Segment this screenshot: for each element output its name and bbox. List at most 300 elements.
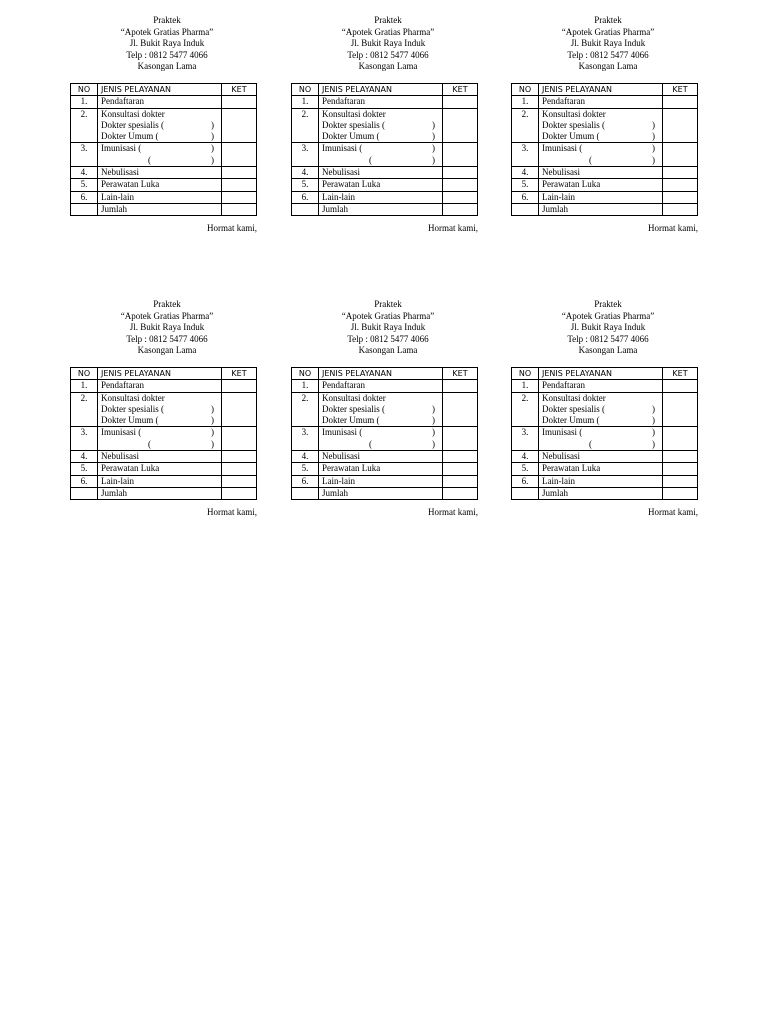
table-row <box>292 143 478 167</box>
immunization-label: Imunisasi ( <box>322 143 363 154</box>
row-service-label: Lain-lain <box>539 475 663 487</box>
header-address: Jl. Bukit Raya Induk <box>129 322 205 333</box>
table-row <box>292 108 478 143</box>
header-pharmacy-name: “Apotek Gratias Pharma” <box>120 26 214 37</box>
receipt-card <box>511 15 698 233</box>
close-paren: ) <box>432 415 435 426</box>
row-service-cell <box>539 392 663 427</box>
immunization-label: Imunisasi ( <box>322 427 363 438</box>
row-number: 2. <box>292 108 319 143</box>
row-ket-cell <box>222 487 257 499</box>
row-number: 2. <box>512 392 539 427</box>
col-no-header: NO <box>512 368 539 380</box>
header-praktek: Praktek <box>594 15 622 25</box>
row-number: 6. <box>512 475 539 487</box>
row-number <box>512 487 539 499</box>
row-service-label: Lain-lain <box>98 191 222 203</box>
row-service-label: Nebulisasi <box>539 167 663 179</box>
receipt-card <box>70 299 257 517</box>
close-paren: ) <box>432 143 435 154</box>
table-row <box>71 143 257 167</box>
specialist-doctor-label: Dokter spesialis ( <box>101 403 164 414</box>
immunization-label: Imunisasi ( <box>101 427 142 438</box>
header-phone: Telp : 0812 5477 4066 <box>347 49 429 60</box>
row-ket-cell <box>222 475 257 487</box>
row-number: 6. <box>292 475 319 487</box>
close-paren: ) <box>652 403 655 414</box>
table-row <box>71 392 257 427</box>
header-city: Kasongan Lama <box>137 345 197 356</box>
row-number: 4. <box>292 167 319 179</box>
row-number <box>71 487 98 499</box>
header-praktek: Praktek <box>374 299 402 309</box>
table-row <box>512 143 698 167</box>
row-ket-cell <box>443 143 478 167</box>
total-label: Jumlah <box>319 203 443 215</box>
header-address: Jl. Bukit Raya Induk <box>570 322 646 333</box>
header-address: Jl. Bukit Raya Induk <box>570 38 646 49</box>
row-service-label: Konsultasi dokter <box>101 392 165 403</box>
row-ket-cell <box>443 179 478 191</box>
row-number: 6. <box>292 191 319 203</box>
open-paren: ( <box>369 154 372 165</box>
row-service-label: Nebulisasi <box>319 451 443 463</box>
row-service-label: Perawatan Luka <box>319 179 443 191</box>
row-number: 4. <box>512 451 539 463</box>
row-service-cell <box>98 392 222 427</box>
table-row <box>292 179 478 191</box>
table-row <box>512 191 698 203</box>
row-number: 3. <box>71 143 98 167</box>
row-ket-cell <box>663 96 698 108</box>
row-service-cell <box>539 427 663 451</box>
header-phone: Telp : 0812 5477 4066 <box>126 49 208 60</box>
table-row <box>512 392 698 427</box>
general-doctor-label: Dokter Umum ( <box>542 131 600 142</box>
total-label: Jumlah <box>98 487 222 499</box>
row-ket-cell <box>663 451 698 463</box>
table-row <box>292 392 478 427</box>
row-ket-cell <box>443 392 478 427</box>
row-ket-cell <box>222 380 257 392</box>
row-service-cell <box>539 108 663 143</box>
row-service-cell <box>319 392 443 427</box>
row-ket-cell <box>443 463 478 475</box>
service-table <box>291 367 478 500</box>
table-row <box>71 96 257 108</box>
receipt-card <box>511 299 698 517</box>
row-ket-cell <box>663 203 698 215</box>
close-paren: ) <box>652 427 655 438</box>
row-ket-cell <box>663 191 698 203</box>
table-row <box>71 191 257 203</box>
service-table <box>70 83 257 216</box>
row-service-label: Nebulisasi <box>319 167 443 179</box>
row-service-label: Perawatan Luka <box>539 179 663 191</box>
signature-greeting: Hormat kami, <box>207 507 257 517</box>
row-number <box>71 203 98 215</box>
col-service-header: JENIS PELAYANAN <box>319 84 443 96</box>
header-city: Kasongan Lama <box>358 61 418 72</box>
specialist-doctor-label: Dokter spesialis ( <box>101 119 164 130</box>
row-service-label: Pendaftaran <box>319 380 443 392</box>
row-number: 1. <box>71 96 98 108</box>
col-service-header: JENIS PELAYANAN <box>98 84 222 96</box>
col-service-header: JENIS PELAYANAN <box>539 368 663 380</box>
table-row <box>512 463 698 475</box>
row-ket-cell <box>443 203 478 215</box>
col-ket-header: KET <box>663 368 698 380</box>
general-doctor-label: Dokter Umum ( <box>322 131 380 142</box>
clinic-header <box>519 299 697 357</box>
service-table <box>70 367 257 500</box>
row-service-cell <box>539 143 663 167</box>
total-label: Jumlah <box>539 487 663 499</box>
signature-greeting: Hormat kami, <box>428 223 478 233</box>
header-pharmacy-name: “Apotek Gratias Pharma” <box>341 310 435 321</box>
header-phone: Telp : 0812 5477 4066 <box>567 333 649 344</box>
row-service-label: Konsultasi dokter <box>322 392 386 403</box>
close-paren: ) <box>211 143 214 154</box>
immunization-label: Imunisasi ( <box>542 427 583 438</box>
row-ket-cell <box>222 427 257 451</box>
header-praktek: Praktek <box>594 299 622 309</box>
row-number: 5. <box>512 179 539 191</box>
close-paren: ) <box>652 143 655 154</box>
row-number <box>292 203 319 215</box>
row-number: 3. <box>292 427 319 451</box>
general-doctor-label: Dokter Umum ( <box>542 415 600 426</box>
col-ket-header: KET <box>222 84 257 96</box>
row-service-label: Perawatan Luka <box>319 463 443 475</box>
row-number: 1. <box>512 96 539 108</box>
col-no-header: NO <box>292 368 319 380</box>
row-number: 2. <box>71 392 98 427</box>
row-number: 6. <box>512 191 539 203</box>
close-paren: ) <box>652 131 655 142</box>
row-ket-cell <box>222 167 257 179</box>
close-paren: ) <box>432 427 435 438</box>
open-paren: ( <box>369 438 372 449</box>
table-row <box>71 427 257 451</box>
row-ket-cell <box>663 427 698 451</box>
table-row <box>71 380 257 392</box>
close-paren: ) <box>432 403 435 414</box>
table-row <box>71 203 257 215</box>
row-ket-cell <box>663 463 698 475</box>
row-number: 2. <box>71 108 98 143</box>
row-number <box>512 203 539 215</box>
table-row <box>71 179 257 191</box>
row-service-cell <box>98 108 222 143</box>
row-number: 4. <box>512 167 539 179</box>
header-pharmacy-name: “Apotek Gratias Pharma” <box>341 26 435 37</box>
row-ket-cell <box>663 487 698 499</box>
table-row <box>292 475 478 487</box>
close-paren: ) <box>432 119 435 130</box>
row-service-cell <box>98 143 222 167</box>
row-number: 3. <box>292 143 319 167</box>
immunization-label: Imunisasi ( <box>542 143 583 154</box>
table-row <box>71 167 257 179</box>
col-service-header: JENIS PELAYANAN <box>319 368 443 380</box>
general-doctor-label: Dokter Umum ( <box>322 415 380 426</box>
header-pharmacy-name: “Apotek Gratias Pharma” <box>561 26 655 37</box>
service-table <box>511 83 698 216</box>
table-row <box>292 427 478 451</box>
row-number <box>292 487 319 499</box>
close-paren: ) <box>211 427 214 438</box>
col-ket-header: KET <box>443 368 478 380</box>
close-paren: ) <box>432 154 435 165</box>
row-service-label: Pendaftaran <box>98 380 222 392</box>
header-pharmacy-name: “Apotek Gratias Pharma” <box>120 310 214 321</box>
row-number: 4. <box>71 167 98 179</box>
header-city: Kasongan Lama <box>578 61 638 72</box>
col-ket-header: KET <box>663 84 698 96</box>
receipt-card <box>291 15 478 233</box>
header-praktek: Praktek <box>153 15 181 25</box>
row-service-label: Pendaftaran <box>539 96 663 108</box>
table-row <box>512 203 698 215</box>
open-paren: ( <box>148 438 151 449</box>
header-praktek: Praktek <box>374 15 402 25</box>
signature-greeting: Hormat kami, <box>428 507 478 517</box>
col-no-header: NO <box>512 84 539 96</box>
close-paren: ) <box>432 131 435 142</box>
open-paren: ( <box>589 438 592 449</box>
signature-greeting: Hormat kami, <box>207 223 257 233</box>
table-row <box>292 203 478 215</box>
row-service-label: Lain-lain <box>319 191 443 203</box>
immunization-label: Imunisasi ( <box>101 143 142 154</box>
table-row <box>512 487 698 499</box>
total-label: Jumlah <box>539 203 663 215</box>
close-paren: ) <box>652 415 655 426</box>
open-paren: ( <box>589 154 592 165</box>
row-ket-cell <box>222 96 257 108</box>
row-number: 1. <box>71 380 98 392</box>
row-ket-cell <box>222 463 257 475</box>
clinic-header <box>519 15 697 73</box>
header-address: Jl. Bukit Raya Induk <box>129 38 205 49</box>
header-address: Jl. Bukit Raya Induk <box>350 38 426 49</box>
row-number: 1. <box>292 96 319 108</box>
row-ket-cell <box>443 96 478 108</box>
table-row <box>71 487 257 499</box>
table-row <box>71 463 257 475</box>
signature-greeting: Hormat kami, <box>648 507 698 517</box>
table-header-row <box>292 368 478 380</box>
table-row <box>292 380 478 392</box>
row-service-label: Pendaftaran <box>539 380 663 392</box>
row-service-cell <box>319 427 443 451</box>
row-ket-cell <box>663 380 698 392</box>
row-service-label: Lain-lain <box>539 191 663 203</box>
row-number: 5. <box>71 179 98 191</box>
service-table <box>291 83 478 216</box>
row-ket-cell <box>663 392 698 427</box>
row-number: 2. <box>292 392 319 427</box>
receipt-card <box>291 299 478 517</box>
table-row <box>512 179 698 191</box>
close-paren: ) <box>211 154 214 165</box>
table-row <box>512 475 698 487</box>
row-ket-cell <box>222 392 257 427</box>
table-row <box>292 191 478 203</box>
row-number: 3. <box>512 143 539 167</box>
close-paren: ) <box>211 438 214 449</box>
row-number: 3. <box>512 427 539 451</box>
row-service-cell <box>319 108 443 143</box>
row-service-label: Perawatan Luka <box>98 463 222 475</box>
col-service-header: JENIS PELAYANAN <box>539 84 663 96</box>
col-no-header: NO <box>292 84 319 96</box>
row-ket-cell <box>222 203 257 215</box>
row-ket-cell <box>443 108 478 143</box>
table-row <box>292 487 478 499</box>
row-ket-cell <box>443 427 478 451</box>
row-service-label: Nebulisasi <box>98 451 222 463</box>
row-number: 6. <box>71 191 98 203</box>
header-pharmacy-name: “Apotek Gratias Pharma” <box>561 310 655 321</box>
close-paren: ) <box>432 438 435 449</box>
row-ket-cell <box>222 191 257 203</box>
table-row <box>512 108 698 143</box>
close-paren: ) <box>652 154 655 165</box>
row-ket-cell <box>222 451 257 463</box>
clinic-header <box>299 15 477 73</box>
specialist-doctor-label: Dokter spesialis ( <box>542 403 605 414</box>
row-service-label: Konsultasi dokter <box>322 108 386 119</box>
close-paren: ) <box>652 119 655 130</box>
row-service-label: Perawatan Luka <box>98 179 222 191</box>
total-label: Jumlah <box>319 487 443 499</box>
row-ket-cell <box>663 179 698 191</box>
col-ket-header: KET <box>443 84 478 96</box>
specialist-doctor-label: Dokter spesialis ( <box>322 403 385 414</box>
row-number: 5. <box>71 463 98 475</box>
header-address: Jl. Bukit Raya Induk <box>350 322 426 333</box>
table-row <box>512 451 698 463</box>
table-row <box>71 451 257 463</box>
close-paren: ) <box>211 415 214 426</box>
row-ket-cell <box>222 108 257 143</box>
clinic-header <box>299 299 477 357</box>
row-ket-cell <box>443 191 478 203</box>
row-service-label: Lain-lain <box>319 475 443 487</box>
open-paren: ( <box>148 154 151 165</box>
row-number: 5. <box>512 463 539 475</box>
col-ket-header: KET <box>222 368 257 380</box>
signature-greeting: Hormat kami, <box>648 223 698 233</box>
row-service-cell <box>319 143 443 167</box>
row-service-label: Nebulisasi <box>539 451 663 463</box>
row-number: 5. <box>292 179 319 191</box>
row-service-label: Pendaftaran <box>98 96 222 108</box>
close-paren: ) <box>652 438 655 449</box>
table-row <box>512 167 698 179</box>
table-row <box>512 96 698 108</box>
table-row <box>292 463 478 475</box>
table-header-row <box>512 84 698 96</box>
general-doctor-label: Dokter Umum ( <box>101 415 159 426</box>
header-city: Kasongan Lama <box>578 345 638 356</box>
row-ket-cell <box>443 487 478 499</box>
table-row <box>292 96 478 108</box>
row-number: 4. <box>292 451 319 463</box>
header-phone: Telp : 0812 5477 4066 <box>347 333 429 344</box>
col-no-header: NO <box>71 368 98 380</box>
service-table <box>511 367 698 500</box>
table-row <box>512 380 698 392</box>
row-ket-cell <box>443 451 478 463</box>
row-service-label: Konsultasi dokter <box>542 392 606 403</box>
row-number: 3. <box>71 427 98 451</box>
header-phone: Telp : 0812 5477 4066 <box>126 333 208 344</box>
row-ket-cell <box>663 108 698 143</box>
row-number: 1. <box>292 380 319 392</box>
total-label: Jumlah <box>98 203 222 215</box>
table-row <box>71 108 257 143</box>
table-header-row <box>512 368 698 380</box>
row-service-label: Konsultasi dokter <box>101 108 165 119</box>
table-header-row <box>71 84 257 96</box>
header-city: Kasongan Lama <box>358 345 418 356</box>
row-number: 6. <box>71 475 98 487</box>
row-service-label: Pendaftaran <box>319 96 443 108</box>
table-row <box>512 427 698 451</box>
col-no-header: NO <box>71 84 98 96</box>
table-row <box>71 475 257 487</box>
clinic-header <box>78 15 256 73</box>
close-paren: ) <box>211 403 214 414</box>
header-phone: Telp : 0812 5477 4066 <box>567 49 649 60</box>
row-number: 2. <box>512 108 539 143</box>
header-city: Kasongan Lama <box>137 61 197 72</box>
row-number: 1. <box>512 380 539 392</box>
row-service-label: Lain-lain <box>98 475 222 487</box>
clinic-header <box>78 299 256 357</box>
close-paren: ) <box>211 131 214 142</box>
row-ket-cell <box>222 143 257 167</box>
table-row <box>292 167 478 179</box>
row-service-label: Nebulisasi <box>98 167 222 179</box>
table-header-row <box>71 368 257 380</box>
general-doctor-label: Dokter Umum ( <box>101 131 159 142</box>
table-header-row <box>292 84 478 96</box>
row-number: 4. <box>71 451 98 463</box>
row-service-label: Perawatan Luka <box>539 463 663 475</box>
specialist-doctor-label: Dokter spesialis ( <box>322 119 385 130</box>
row-service-label: Konsultasi dokter <box>542 108 606 119</box>
col-service-header: JENIS PELAYANAN <box>98 368 222 380</box>
row-ket-cell <box>663 167 698 179</box>
specialist-doctor-label: Dokter spesialis ( <box>542 119 605 130</box>
row-service-cell <box>98 427 222 451</box>
header-praktek: Praktek <box>153 299 181 309</box>
row-ket-cell <box>663 143 698 167</box>
row-ket-cell <box>443 167 478 179</box>
row-ket-cell <box>443 380 478 392</box>
row-ket-cell <box>443 475 478 487</box>
row-ket-cell <box>663 475 698 487</box>
table-row <box>292 451 478 463</box>
receipt-card <box>70 15 257 233</box>
close-paren: ) <box>211 119 214 130</box>
row-ket-cell <box>222 179 257 191</box>
row-number: 5. <box>292 463 319 475</box>
